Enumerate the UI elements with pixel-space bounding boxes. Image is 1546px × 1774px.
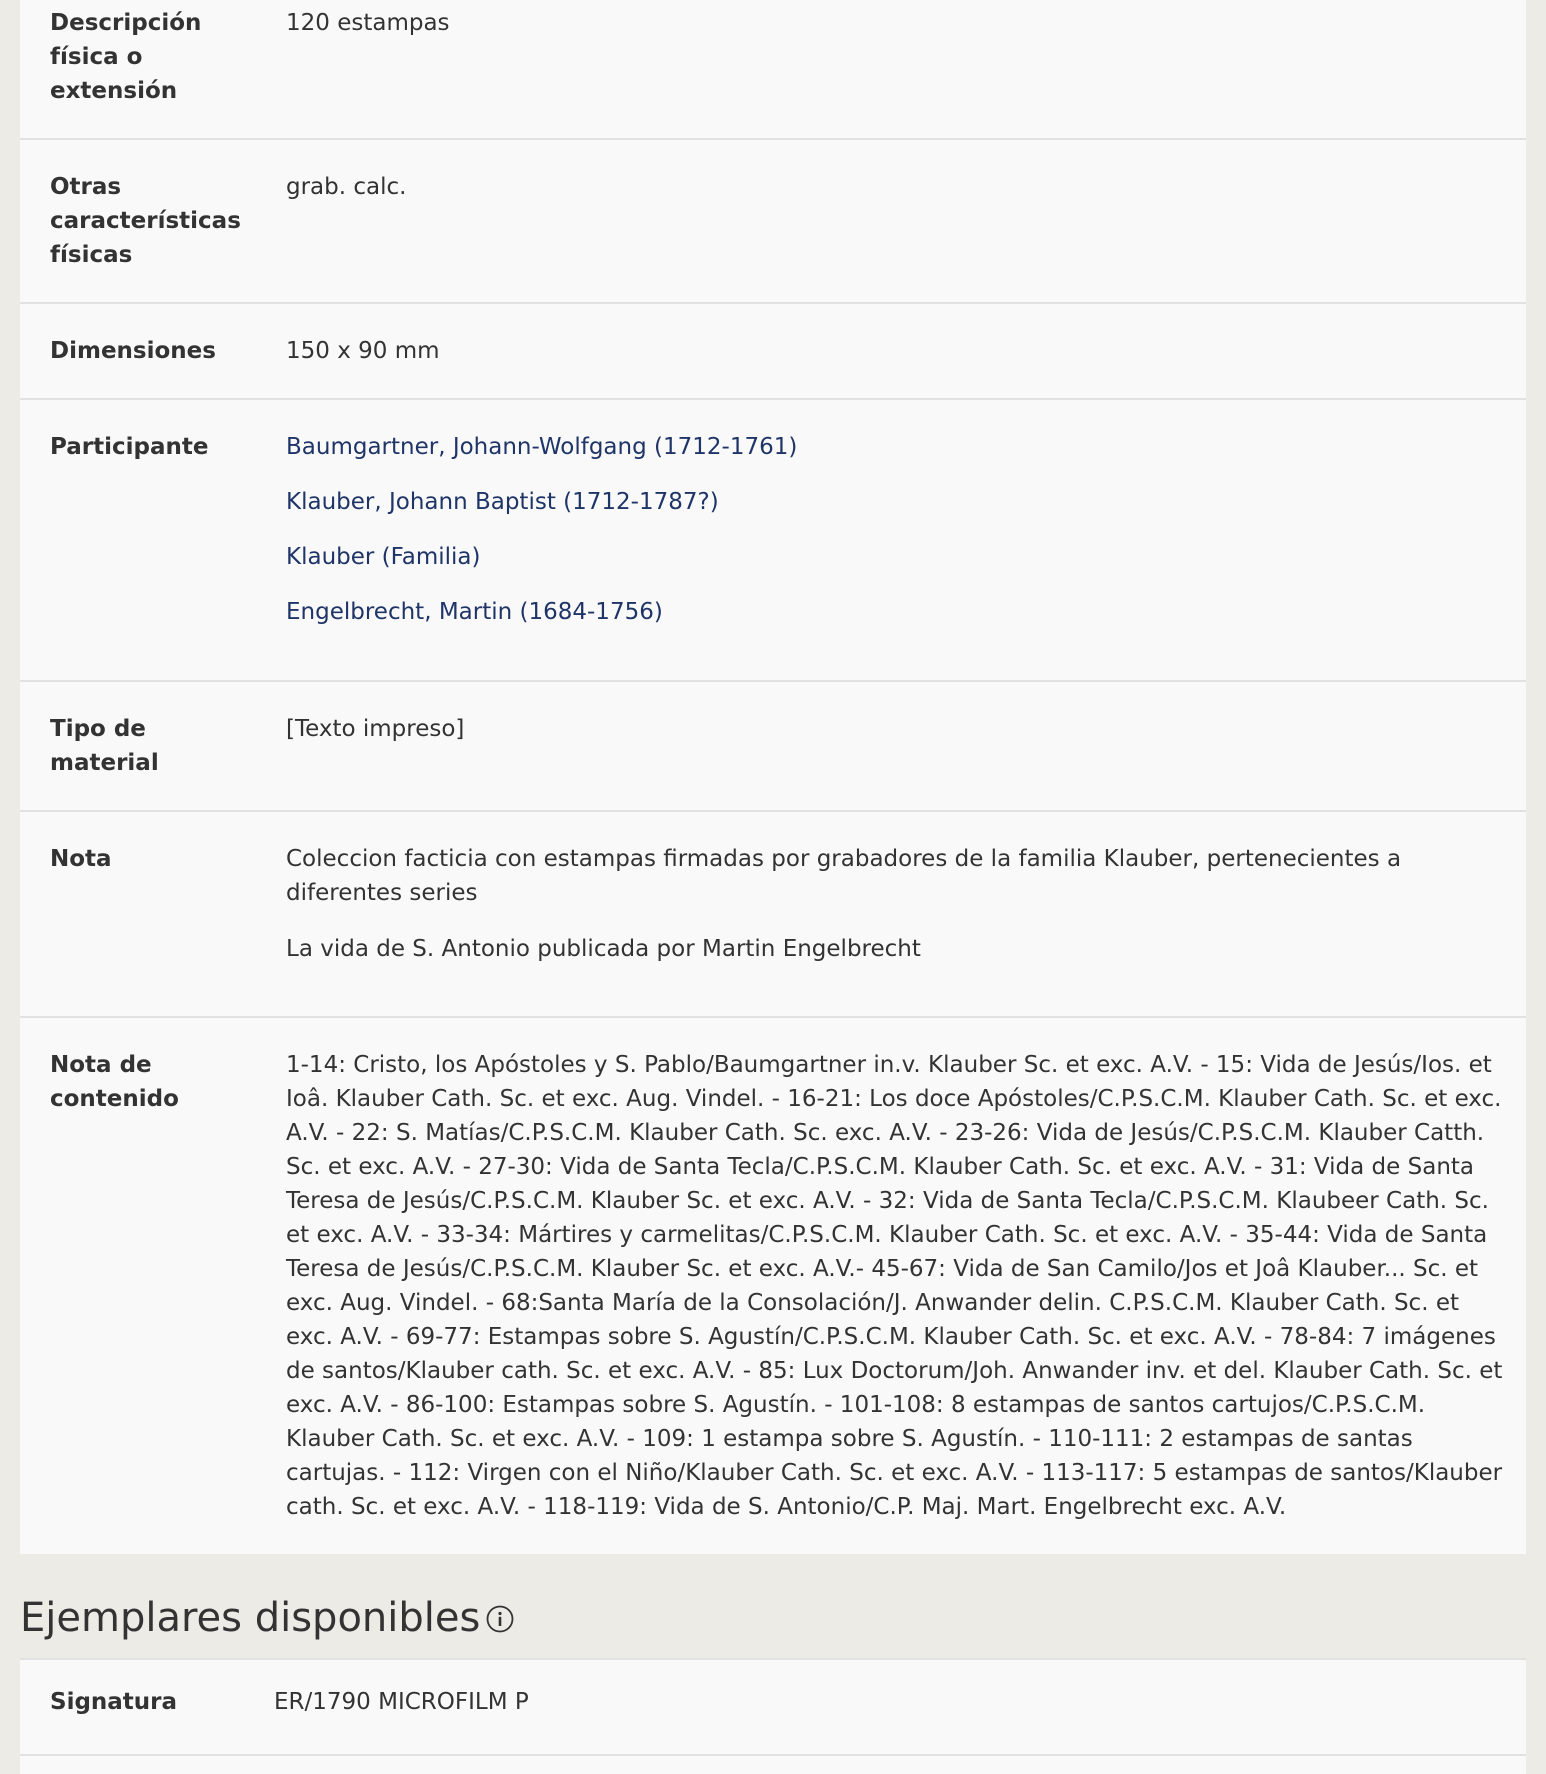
field-value: [Texto impreso] <box>286 716 465 742</box>
participant-links <box>286 430 1511 650</box>
field-label: Nota de contenido <box>50 1052 179 1112</box>
section-title-text: Ejemplares disponibles <box>20 1595 481 1641</box>
field-value: 150 x 90 mm <box>286 338 440 364</box>
field-value: 1-14: Cristo, los Apóstoles y S. Pablo/Baumgartner in.v. Klauber Sc. et exc. A.V. - 15: Vida de Jesús/Ios. et Ioâ. Klauber Cath. Sc. et exc. Aug. Vindel. - 16-21: Los doce Apóstoles/C.P.S.C.M. Klauber Cath. Sc. et exc. A.V. - 22: S. Matías/C.P.S.C.M. Klauber Cath. Sc. exc. A.V. - 23-26: Vida de Jesús/C.P.S.C.M. Klauber Catth. Sc. et exc. A.V. - 27-30: Vida de Santa Tecla/C.P.S.C.M. Klauber Cath. Sc. et exc. A.V. - 31: Vida de Santa Teresa de Jesús/C.P.S.C.M. Klauber Sc. et exc. A.V. - 32: Vida de Santa Tecla/C.P.S.C.M. Klaubeer Cath. Sc. et exc. A.V. - 33-34: Mártires y carmelitas/C.P.S.C.M. Klauber Cath. Sc. et exc. A.V. - 35-44: Vida de Santa Teresa de Jesús/C.P.S.C.M. Klauber Sc. et exc. A.V.- 45-67: Vida de San Camilo/Jos et Joâ Klauber... Sc. et exc. Aug. Vindel. - 68:Santa María de la Consolación/J. Anwander delin. C.P.S.C.M. Klauber Cath. Sc. et exc. A.V. - 69-77: Estampas sobre S. Agustín/C.P.S.C.M. Klauber Cath. Sc. et exc. A.V. - 78-84: 7 imágenes de santos/Klauber cath. Sc. et exc. A.V. - 85: Lux Doctorum/Joh. Anwander inv. et del. Klauber Cath. Sc. et exc. A.V. - 86-100: Estampas sobre S. Agustín. - 101-108: 8 estampas de santos cartujos/C.P.S.C.M. Klauber Cath. Sc. et exc. A.V. - 109: 1 estampa sobre S. Agustín. - 110-111: 2 estampas de santas cartujas. - 112: Virgen con el Niño/Klauber Cath. Sc. et exc. A.V. - 113-117: 5 estampas de santos/Klauber cath. Sc. et exc. A.V. - 118-119: Vida de S. Antonio/C.P. Maj. Mart. Engelbrecht exc. A.V. <box>286 1052 1503 1520</box>
copies-card <box>20 1658 1526 1774</box>
participant-link[interactable]: Klauber (Familia) <box>286 544 481 570</box>
field-row-contenido <box>20 1018 1526 1554</box>
note-paragraph: Coleccion facticia con estampas firmadas por grabadores de la familia Klauber, pertenecientes a diferentes series <box>286 846 1402 906</box>
field-label: Dimensiones <box>50 338 216 364</box>
field-row-nota <box>20 812 1526 1018</box>
participant-link[interactable]: Baumgartner, Johann-Wolfgang (1712-1761) <box>286 434 798 460</box>
field-row-otras <box>20 140 1526 304</box>
field-row-descripcion <box>20 0 1526 140</box>
record-details-card <box>20 0 1526 1554</box>
field-row-signatura <box>20 1660 1526 1756</box>
info-circle-icon[interactable] <box>486 1592 514 1620</box>
field-label: Tipo de material <box>50 716 159 776</box>
field-value: grab. calc. <box>286 174 407 200</box>
field-row-participante <box>20 400 1526 682</box>
section-title-ejemplares <box>20 1590 514 1646</box>
participant-link[interactable]: Engelbrecht, Martin (1684-1756) <box>286 599 663 625</box>
field-label: Participante <box>50 434 209 460</box>
note-paragraph: La vida de S. Antonio publicada por Martin Engelbrecht <box>286 936 921 962</box>
field-label: Otras características físicas <box>50 174 241 268</box>
field-value: 120 estampas <box>286 10 450 36</box>
field-label: Nota <box>50 846 112 872</box>
field-label: Descripción física o extensión <box>50 10 202 104</box>
field-label: Signatura <box>50 1689 178 1715</box>
field-row-dimensiones <box>20 304 1526 400</box>
field-value: ER/1790 MICROFILM P <box>274 1689 529 1715</box>
field-value <box>286 842 1511 966</box>
field-row-tipo <box>20 682 1526 812</box>
participant-link[interactable]: Klauber, Johann Baptist (1712-1787?) <box>286 489 719 515</box>
